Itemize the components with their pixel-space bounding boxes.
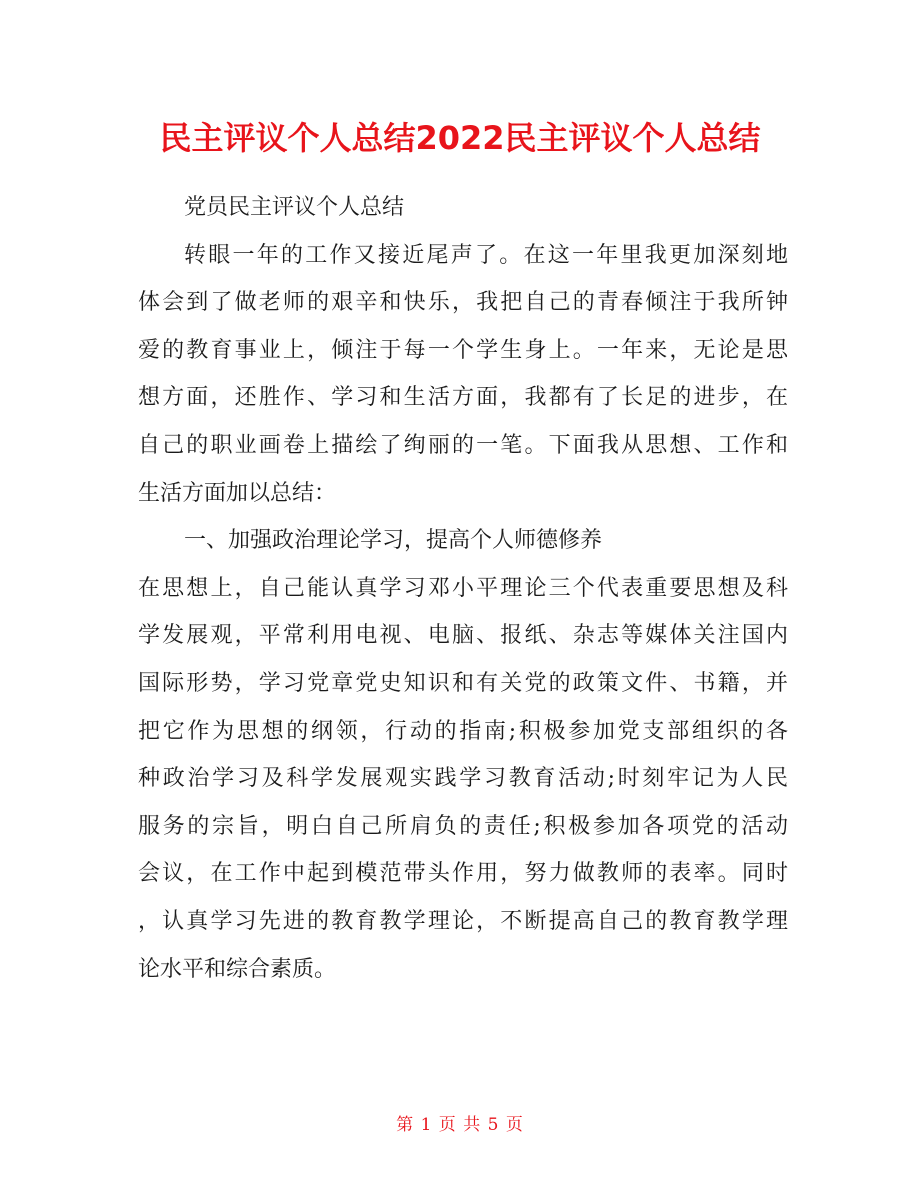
paragraph-line: 党员民主评议个人总结 [184, 195, 405, 220]
paragraph-line: 在思想上，自己能认真学习邓小平理论三个代表重要思想及科 [138, 575, 788, 601]
paragraph-line: 把它作为思想的纲领，行动的指南;积极参加党支部组织的各 [138, 718, 788, 744]
paragraph-line: ，认真学习先进的教育教学理论，不断提高自己的教育教学理 [138, 908, 788, 934]
paragraph-line: 会议，在工作中起到模范带头作用，努力做教师的表率。同时 [138, 861, 788, 887]
paragraph-line: 种政治学习及科学发展观实践学习教育活动;时刻牢记为人民 [138, 766, 788, 792]
paragraph-line: 论水平和综合素质。 [138, 956, 337, 982]
paragraph-line: 自己的职业画卷上描绘了绚丽的一笔。下面我从思想、工作和 [138, 432, 788, 458]
paragraph-line: 生活方面加以总结： [138, 480, 337, 506]
paragraph-line: 一、加强政治理论学习，提高个人师德修养 [184, 528, 603, 554]
paragraph-line: 国际形势，学习党章党史知识和有关党的政策文件、书籍，并 [138, 670, 788, 696]
paragraph-line: 爱的教育事业上，倾注于每一个学生身上。一年来，无论是思 [138, 337, 788, 363]
page-footer: 第 1 页 共 5 页 [396, 1115, 524, 1135]
paragraph-line: 想方面，还胜作、学习和生活方面，我都有了长足的进步，在 [138, 385, 788, 411]
document-body [138, 184, 788, 993]
document-title: 民主评议个人总结2022民主评议个人总结 [159, 119, 761, 157]
paragraph-line: 转眼一年的工作又接近尾声了。在这一年里我更加深刻地 [184, 242, 788, 268]
paragraph-line: 学发展观，平常利用电视、电脑、报纸、杂志等媒体关注国内 [138, 623, 788, 649]
paragraph-line: 服务的宗旨，明白自己所肩负的责任;积极参加各项党的活动 [138, 813, 788, 839]
paragraph-line: 体会到了做老师的艰辛和快乐，我把自己的青春倾注于我所钟 [138, 290, 788, 316]
